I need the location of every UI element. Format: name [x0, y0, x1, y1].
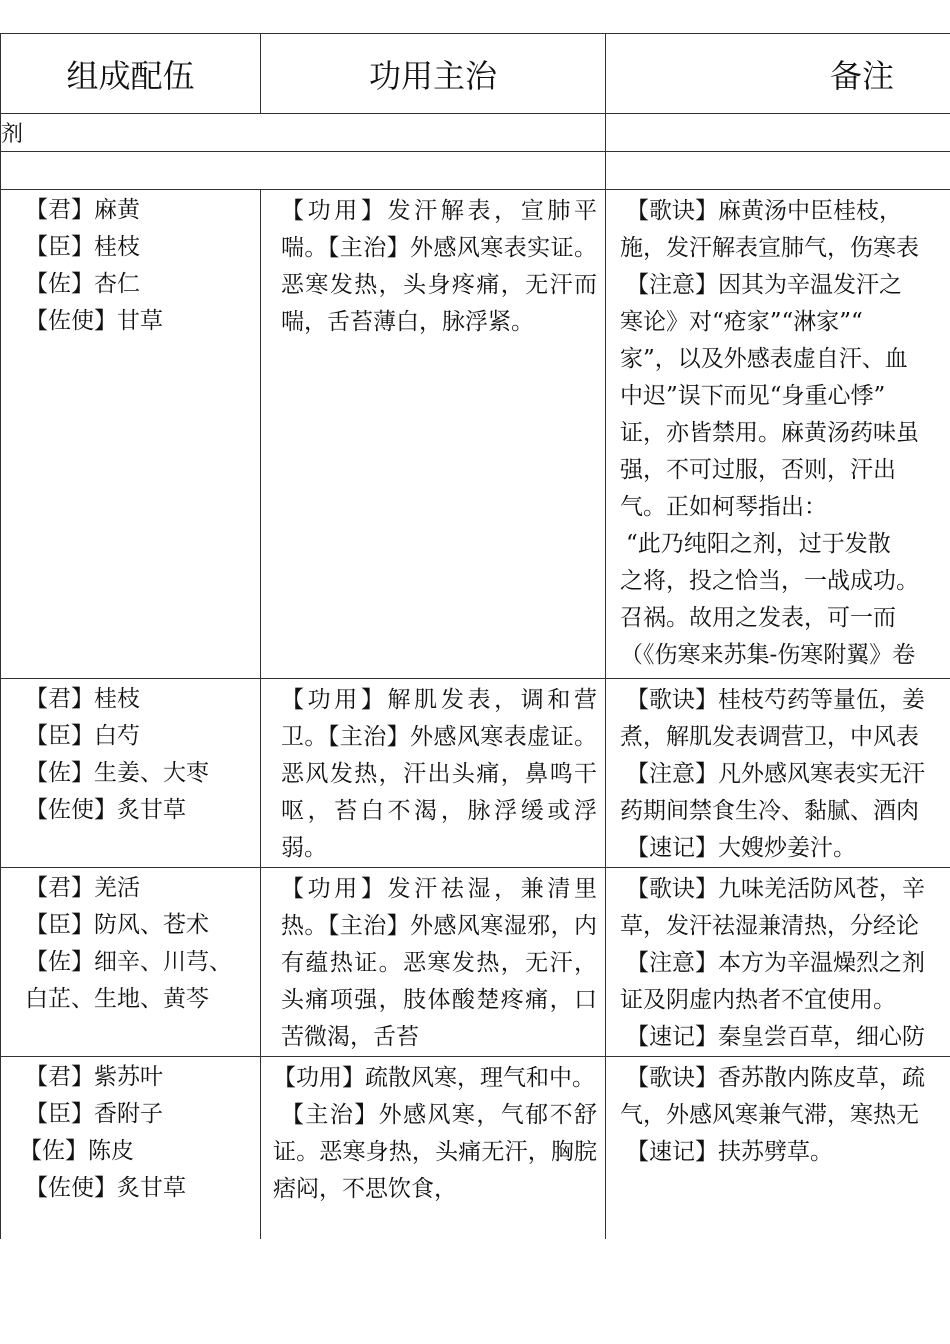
function-cell — [261, 868, 606, 1057]
function-text: 【功用】解肌发表，调和营卫。【主治】外感风寒表虚证。恶风发热，汗出头痛，鼻鸣干呕，苔白不渴，脉浮缓或浮弱。 — [281, 687, 597, 861]
function-text: 【功用】发汗祛湿，兼清里热。【主治】外感风寒湿邪，内有蕴热证。恶寒发热，无汗，头痛项强，肢体酸楚疼痛，口苦微渴，舌苔 — [281, 876, 597, 1050]
note-line: 证，亦皆禁用。麻黄汤药味虽 — [620, 420, 919, 446]
table-row — [1, 190, 950, 679]
function-cell — [261, 1057, 606, 1240]
ingredient: 【佐】陈皮 — [19, 1138, 134, 1164]
ingredient: 【佐使】炙甘草 — [25, 1175, 186, 1201]
note-line: 之将，投之恰当，一战成功。 — [620, 568, 919, 594]
note-line: 草，发汗祛湿兼清热，分经论 — [620, 913, 919, 939]
note-line: 【速记】大嫂炒姜汁。 — [626, 835, 856, 861]
header-composition: 组成配伍 — [1, 34, 261, 114]
ingredient: 【臣】防风、苍术 — [25, 912, 209, 938]
ingredient: 【臣】桂枝 — [25, 234, 140, 260]
note-line: 气。正如柯琴指出： — [620, 494, 827, 520]
ingredient: 【君】紫苏叶 — [25, 1064, 163, 1090]
blank-cell — [1, 152, 606, 190]
ingredient: 【佐】杏仁 — [25, 271, 140, 297]
note-line: （《伤寒来苏集-伤寒附翼》卷 — [620, 642, 916, 668]
note-line: 强，不可过服，否则，汗出 — [620, 457, 896, 483]
note-line: 中迟”误下而见“身重心悸” — [620, 383, 886, 409]
note-line: 【歌诀】桂枝芍药等量伍，姜 — [626, 687, 925, 713]
blank-notes-cell — [606, 152, 950, 190]
section-label: 剂 — [1, 114, 606, 152]
note-line: 证及阴虚内热者不宜使用。 — [620, 987, 896, 1013]
function-text: 【主治】外感风寒，气郁不舒证。恶寒身热，头痛无汗，胸脘痞闷，不思饮食， — [273, 1102, 597, 1202]
ingredient: 【君】桂枝 — [25, 686, 140, 712]
section-notes-empty — [606, 114, 950, 152]
note-line: 药期间禁食生冷、黏腻、酒肉 — [620, 798, 919, 824]
function-cell — [261, 679, 606, 868]
ingredient: 【君】羌活 — [25, 875, 140, 901]
note-line: 寒论》对“疮家”“淋家”“ — [620, 309, 863, 335]
notes-cell — [606, 868, 950, 1057]
note-line: 【歌诀】麻黄汤中臣桂枝， — [626, 198, 902, 224]
composition-cell — [1, 679, 261, 868]
note-line: 【注意】本方为辛温燥烈之剂 — [626, 950, 925, 976]
ingredient: 【佐使】炙甘草 — [25, 797, 186, 823]
notes-cell — [606, 679, 950, 868]
function-text: 【功用】发汗解表，宣肺平喘。【主治】外感风寒表实证。恶寒发热，头身疼痛，无汗而喘，舌苔薄白，脉浮紧。 — [281, 198, 597, 335]
note-line: 施，发汗解表宣肺气，伤寒表 — [620, 235, 919, 261]
function-cell — [261, 190, 606, 679]
note-line: 【注意】凡外感风寒表实无汗 — [626, 761, 925, 787]
formula-table-viewport — [0, 33, 950, 1239]
header-function: 功用主治 — [261, 34, 606, 114]
notes-cell — [606, 190, 950, 679]
note-line: 【速记】扶苏劈草。 — [626, 1139, 833, 1165]
blank-row — [1, 152, 950, 190]
ingredient: 【臣】白芍 — [25, 723, 140, 749]
note-line: 气，外感风寒兼气滞，寒热无 — [620, 1102, 919, 1128]
header-notes: 备注 — [606, 34, 950, 114]
section-row — [1, 114, 950, 152]
ingredient: 【佐使】甘草 — [25, 308, 163, 334]
composition-cell — [1, 190, 261, 679]
table-row — [1, 679, 950, 868]
table-row — [1, 1057, 950, 1240]
table-row — [1, 868, 950, 1057]
composition-cell — [1, 868, 261, 1057]
notes-cell — [606, 1057, 950, 1240]
function-text: 【功用】疏散风寒，理气和中。 — [273, 1065, 595, 1091]
ingredient: 【臣】香附子 — [25, 1101, 163, 1127]
formula-table — [0, 33, 950, 1239]
note-line: “此乃纯阳之剂，过于发散 — [626, 531, 891, 557]
note-line: 召祸。故用之发表，可一而 — [620, 605, 896, 631]
ingredient: 【佐】细辛、川芎、白芷、生地、黄芩 — [25, 949, 232, 1012]
note-line: 【歌诀】香苏散内陈皮草，疏 — [626, 1065, 925, 1091]
note-line: 【速记】秦皇尝百草，细心防 — [626, 1024, 925, 1050]
note-line: 【注意】因其为辛温发汗之 — [626, 272, 902, 298]
note-line: 【歌诀】九味羌活防风苍，辛 — [626, 876, 925, 902]
note-line: 煮，解肌发表调营卫，中风表 — [620, 724, 919, 750]
header-row — [1, 34, 950, 114]
ingredient: 【佐】生姜、大枣 — [25, 760, 209, 786]
note-line: 家”，以及外感表虚自汗、血 — [620, 346, 908, 372]
ingredient: 【君】麻黄 — [25, 197, 140, 223]
composition-cell — [1, 1057, 261, 1240]
